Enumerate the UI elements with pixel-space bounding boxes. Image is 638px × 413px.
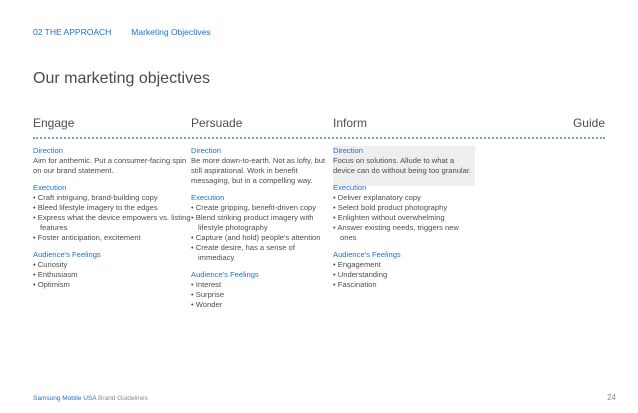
dotted-divider — [33, 137, 605, 139]
list-item: • Answer existing needs, triggers new ones — [333, 223, 459, 242]
list-item: • Select bold product photography — [333, 203, 448, 212]
list-item: • Craft intriguing, brand-building copy — [33, 193, 158, 202]
inform-execution-label: Execution — [333, 183, 367, 192]
list-item: • Create gripping, benefit-driven copy — [191, 203, 317, 212]
list-item: • Engagement — [333, 260, 381, 269]
section-number: 02 THE APPROACH — [33, 27, 112, 37]
persuade-direction-label: Direction — [191, 146, 221, 155]
footer-brand: Samsung Mobile USA — [33, 395, 97, 402]
engage-execution-label: Execution — [33, 183, 67, 192]
list-item: • Blend striking product imagery with lifestyle photography — [191, 213, 314, 232]
heading-persuade: Persuade — [191, 116, 243, 130]
list-item: • Wonder — [191, 300, 223, 309]
list-item: • Capture (and hold) people's attention — [191, 233, 321, 242]
list-item: • Foster anticipation, excitement — [33, 233, 141, 242]
section-header — [33, 27, 211, 37]
heading-guide: Guide — [572, 116, 605, 130]
inform-direction-text: Focus on solutions. Allude to what a device can do without being too granular. — [333, 156, 472, 175]
footer-doc-title: Brand Guidelines — [96, 395, 148, 402]
persuade-feelings-label: Audience's Feelings — [191, 270, 259, 279]
list-item: • Bleed lifestyle imagery to the edges — [33, 203, 158, 212]
list-item: • Surprise — [191, 290, 225, 299]
list-item: • Deliver explanatory copy — [333, 193, 421, 202]
engage-direction-text: Aim for anthemic. Put a consumer-facing spin on our brand statement. — [33, 156, 187, 175]
section-subtitle: Marketing Objectives — [131, 27, 211, 37]
column-headings — [33, 116, 605, 132]
list-item: • Express what the device empowers vs. listing features — [33, 213, 191, 232]
heading-engage: Engage — [33, 116, 75, 130]
inform-feelings-label: Audience's Feelings — [333, 250, 401, 259]
list-item: • Curiosity — [33, 260, 68, 269]
footer — [33, 395, 148, 402]
persuade-direction-text: Be more down-to-earth. Not as lofty, but still aspirational. Work in benefit messaging, but in a compelling way. — [191, 156, 326, 185]
inform-column — [333, 146, 475, 297]
list-item: • Understanding — [333, 270, 388, 279]
page-number: 24 — [607, 393, 616, 402]
engage-column — [33, 146, 193, 297]
engage-feelings-label: Audience's Feelings — [33, 250, 101, 259]
list-item: • Enlighten without overwhelming — [333, 213, 445, 222]
list-item: • Create desire, has a sense of immediacy — [191, 243, 295, 262]
persuade-execution-label: Execution — [191, 193, 225, 202]
list-item: • Enthusiasm — [33, 270, 78, 279]
list-item: • Fascination — [333, 280, 377, 289]
page-title: Our marketing objectives — [33, 70, 210, 87]
inform-direction-label: Direction — [333, 146, 363, 155]
engage-direction-label: Direction — [33, 146, 63, 155]
list-item: • Optimism — [33, 280, 70, 289]
heading-inform: Inform — [333, 116, 368, 130]
persuade-column — [191, 146, 331, 317]
list-item: • Interest — [191, 280, 222, 289]
